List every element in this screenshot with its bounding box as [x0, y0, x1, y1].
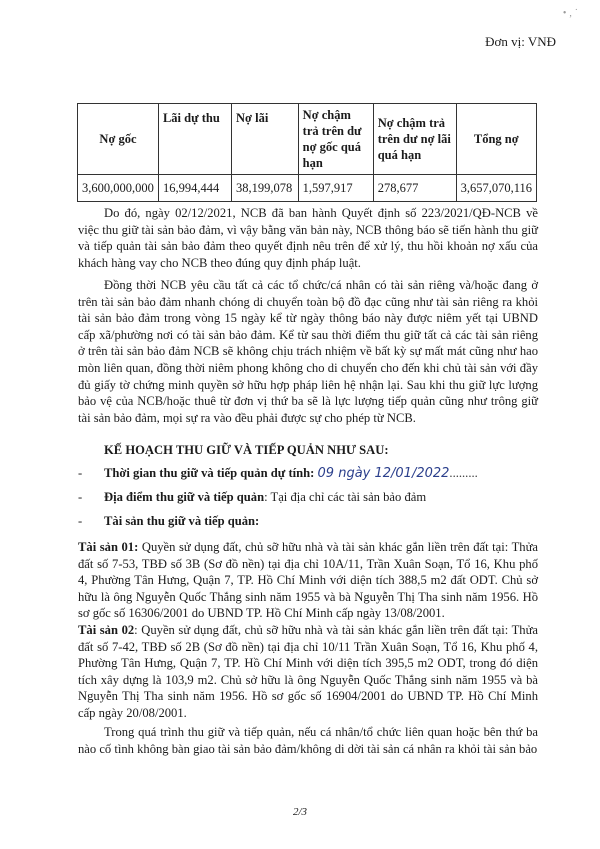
cell-interest-debt: 38,199,078 [232, 175, 299, 202]
asset-01-text: Quyền sử dụng đất, chủ sỡ hữu nhà và tài sản khác gắn liền trên đất tại: Thửa đất số 7-53, TBĐ số 3B (Sơ đồ nền) tại địa chỉ 10A/11, Trần Xuân Soạn, Tổ 16, Khu phố 4, Phường Tân Hưng, Quận 7, TP. Hồ Chí Minh với diện tích 388,5 m2 đất ODT. Chủ sở hữu là ông Nguyễn Quốc Thắng sinh năm 1955 và bà Nguyễn Thị Tha sinh năm 1956. Hồ sơ gốc số 16306/2001 do UBND TP. Hồ Chí Minh cấp ngày 13/08/2001. [78, 540, 538, 621]
corner-marks: • ‚ ˙ [562, 8, 578, 19]
paragraph-requirements: Đồng thời NCB yêu cầu tất cả các tổ chức/cá nhân có tài sản riêng và/hoặc đang ở trên tài sản bảo đảm nhanh chóng di chuyển toàn bộ đồ đạc cũng như tài sản riêng ra khỏi tài sản bảo đảm trong vòng 15 ngày kể từ ngày thông báo này được niêm yết tại UBND cấp xã/phường nơi có tài sản bảo đảm. Kể từ sau thời điểm thu giữ tất cả các tài sản riêng ở trên tài sản bảo đảm NCB sẽ không chịu trách nhiệm về bất kỳ sự mất mát cũng như hao mòn liên quan, đồng thời niêm phong không cho di chuyển cho đến khi chủ tài sản với đầy đủ giấy tờ chứng minh quyền sở hữu hợp pháp liên hệ nhận lại. Sau khi thu giữ lực lượng bảo vệ của NCB/hoặc thuê từ đơn vị thứ ba sẽ là lực lượng tiếp quản cũng như trông giữ tài sản bảo đảm, mọi sự ra vào đều phải được sự cho phép từ NCB. [78, 278, 538, 425]
header-late-interest: Nợ chậm trả trên dư nợ lãi quá hạn [373, 104, 456, 175]
asset-01 [78, 539, 538, 622]
table-header-row [78, 104, 537, 175]
asset-01-label: Tài sản 01: [78, 540, 139, 554]
debt-table [77, 103, 537, 202]
bullet-dash: - [78, 514, 83, 528]
bullet-dash: - [78, 490, 83, 504]
assets-label: Tài sản thu giữ và tiếp quản: [104, 514, 260, 528]
cell-late-interest: 278,677 [373, 175, 456, 202]
bullet-dash: - [78, 466, 83, 480]
plan-heading: KẾ HOẠCH THU GIỮ VÀ TIẾP QUẢN NHƯ SAU: [104, 443, 389, 457]
cell-principal: 3,600,000,000 [78, 175, 159, 202]
handwritten-date: 09 ngày 12/01/2022 [317, 466, 450, 481]
currency-unit: Đơn vị: VNĐ [485, 34, 556, 49]
cell-total-debt: 3,657,070,116 [456, 175, 536, 202]
asset-02 [78, 622, 538, 722]
header-interest-debt: Nợ lãi [232, 104, 299, 175]
table-row [78, 175, 537, 202]
page-number: 2/3 [292, 806, 308, 818]
closing-paragraph: Trong quá trình thu giữ và tiếp quản, nếu cá nhân/tổ chức liên quan hoặc bên thứ ba nào cố tình không bàn giao tài sản bảo đảm/không di dời tài sản cá nhân ra khỏi tài sản bảo [78, 725, 538, 756]
paragraph-decision: Do đó, ngày 02/12/2021, NCB đã ban hành Quyết định số 223/2021/QĐ-NCB về việc thu giữ tài sản bảo đảm, vì vậy bằng văn bản này, NCB thông báo sẽ tiến hành thu giữ và tiếp quản tài sản bảo đảm theo quyết định nêu trên để xử lý, thu hồi khoản nợ xấu của khách hàng vay cho NCB theo đúng quy định pháp luật. [78, 206, 538, 270]
place-label: Địa điểm thu giữ và tiếp quản [104, 490, 265, 504]
header-principal: Nợ gốc [78, 104, 159, 175]
place-value: : Tại địa chỉ các tài sản bảo đảm [264, 490, 427, 504]
cell-late-principal: 1,597,917 [298, 175, 373, 202]
asset-02-label: Tài sản 02 [78, 623, 135, 637]
header-total-debt: Tổng nợ [456, 104, 536, 175]
header-late-principal: Nợ chậm trả trên dư nợ gốc quá hạn [298, 104, 373, 175]
time-label: Thời gian thu giữ và tiếp quản dự tính: [104, 466, 315, 480]
asset-02-text: : Quyền sử dụng đất, chủ sỡ hữu nhà và tài sản khác gắn liền trên đất tại: Thửa đất số 7-42, TBĐ số 2B (Sơ đồ nền) tại địa chỉ 10/11 Trần Xuân Soạn, Tổ 16, Khu phố 4, Phường Tân Hưng, Quận 7, TP. Hồ Chí Minh với diện tích 395,5 m2 ODT, trong đó diện tích xây dựng là 103,9 m2. Chủ sở hữu là ông Nguyễn Quốc Thắng sinh năm 1955 và bà Nguyễn Thị Tha sinh năm 1956. Hồ sơ gốc số 16904/2001 do UBND TP. Hồ Chí Minh cấp ngày 20/08/2001. [78, 623, 538, 720]
header-accrued-interest: Lãi dự thu [158, 104, 231, 175]
cell-accrued-interest: 16,994,444 [158, 175, 231, 202]
